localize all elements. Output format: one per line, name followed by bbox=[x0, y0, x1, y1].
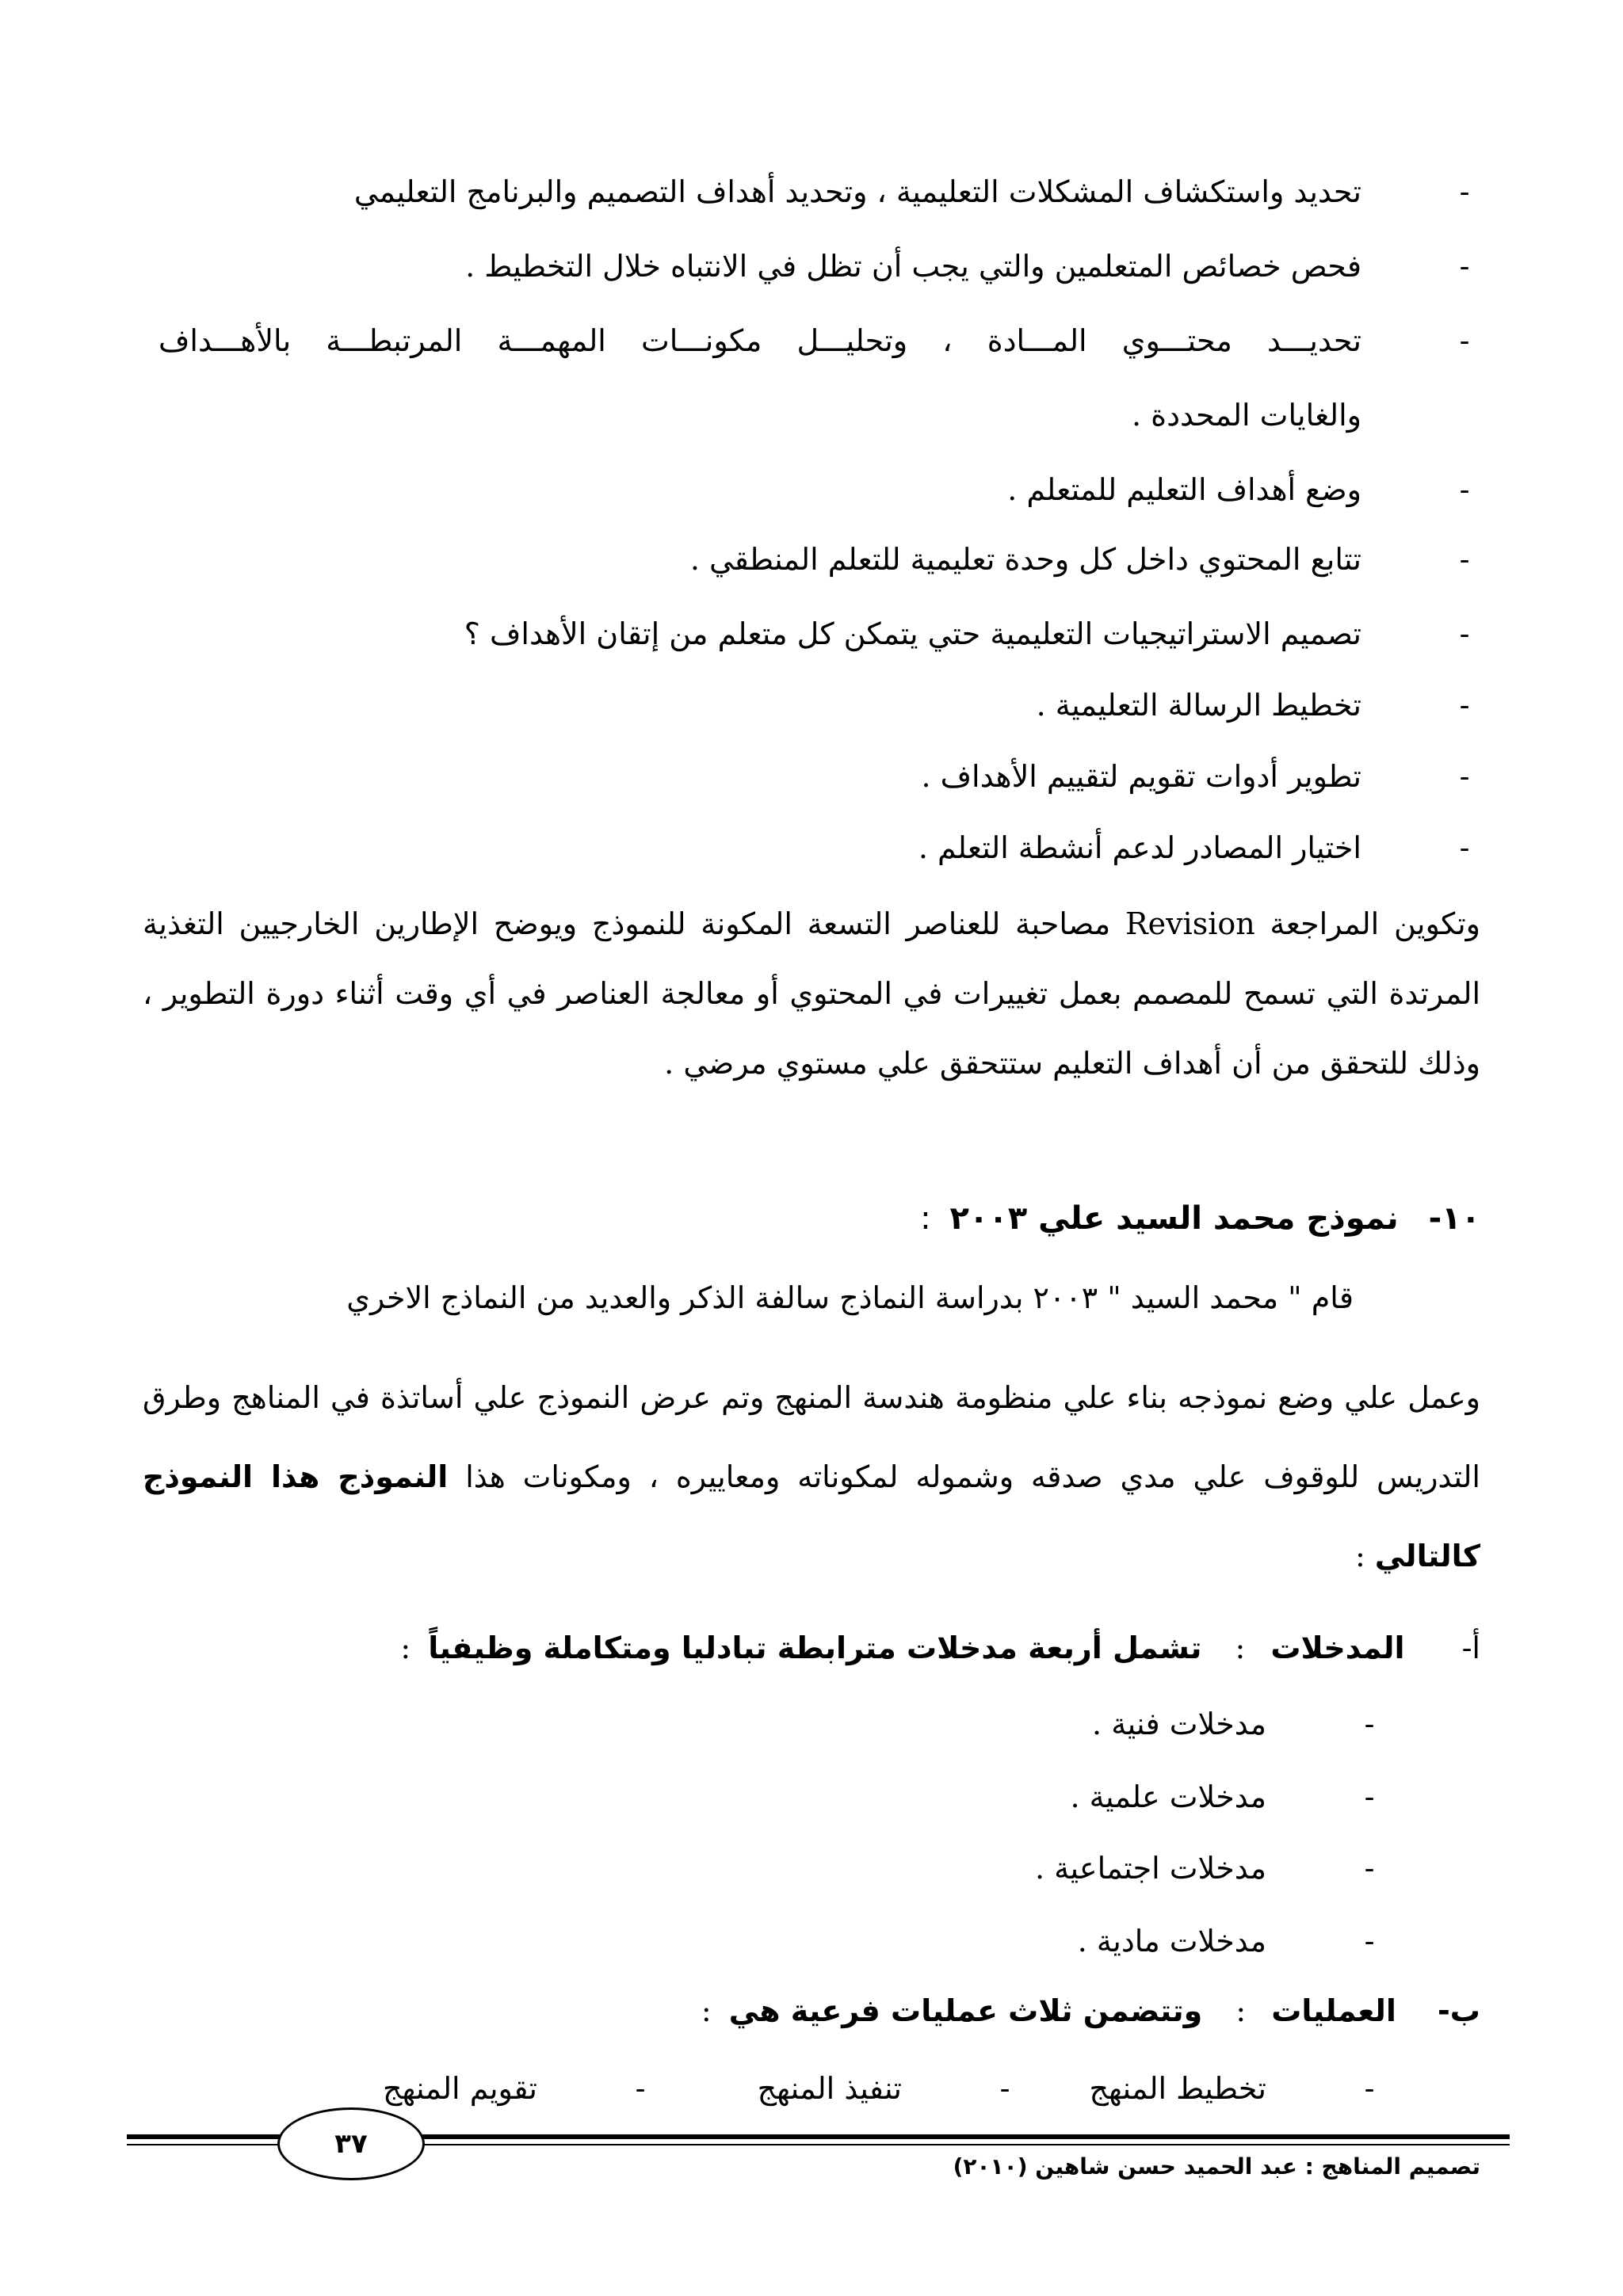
list-item-text: وضع أهداف التعليم للمتعلم . bbox=[1007, 472, 1361, 507]
bullet-dash: - bbox=[1459, 174, 1470, 209]
bullet-dash: - bbox=[1364, 1851, 1375, 1886]
inputs-sep: : bbox=[1235, 1630, 1246, 1665]
bullet-dash: - bbox=[1459, 688, 1470, 723]
list-item-text: تحديد واستكشاف المشكلات التعليمية ، وتحديد أهداف التصميم والبرنامج التعليمي bbox=[353, 174, 1361, 209]
list-item-text: تتابع المحتوي داخل كل وحدة تعليمية للتعلم المنطقي . bbox=[689, 542, 1361, 577]
processes-heading bbox=[701, 1989, 1480, 2033]
bullet-dash: - bbox=[999, 2071, 1010, 2106]
bullet-dash: - bbox=[1459, 830, 1470, 865]
process-item-text: تخطيط المنهج bbox=[1089, 2071, 1266, 2106]
bullet-dash: - bbox=[1364, 1707, 1375, 1741]
list-item-text: تطوير أدوات تقويم لتقييم الأهداف . bbox=[921, 759, 1361, 794]
paragraph-intro bbox=[143, 1276, 1354, 1320]
footer-citation: تصميم المناهج : عبد الحميد حسن شاهين (٢٠١٠) bbox=[953, 2153, 1480, 2180]
processes-end: : bbox=[701, 1993, 712, 2028]
processes-description: وتتضمن ثلاث عمليات فرعية هي bbox=[728, 1993, 1203, 2028]
bullet-dash: - bbox=[1459, 472, 1470, 507]
list-item-text: تصميم الاستراتيجيات التعليمية حتي يتمكن كل متعلم من إتقان الأهداف ؟ bbox=[464, 616, 1361, 651]
section-heading bbox=[920, 1196, 1480, 1241]
bullet-dash: - bbox=[1459, 323, 1470, 358]
page-number: ٣٧ bbox=[277, 2107, 425, 2180]
bullet-dash: - bbox=[1459, 249, 1470, 284]
inputs-label: أ- bbox=[1461, 1630, 1480, 1665]
process-item-text: تنفيذ المنهج bbox=[757, 2071, 902, 2106]
processes-label: ب- bbox=[1438, 1993, 1480, 2028]
bullet-dash: - bbox=[1364, 1779, 1375, 1814]
inputs-title: المدخلات bbox=[1270, 1630, 1405, 1665]
paragraph-intro-text: قام " محمد السيد " ٢٠٠٣ بدراسة النماذج سالفة الذكر والعديد من النماذج الاخري bbox=[346, 1280, 1354, 1315]
section-colon: : bbox=[920, 1200, 931, 1237]
list-item-text: مدخلات فنية . bbox=[1092, 1707, 1266, 1741]
inputs-end: : bbox=[400, 1630, 411, 1665]
list-item-text: مدخلات علمية . bbox=[1070, 1779, 1266, 1814]
paragraph: وتكوين المراجعة Revision مصاحبة للعناصر التسعة المكونة للنموذج ويوضح الإطارين الخارجيين التغذية المرتدة التي تسمح للمصمم بعمل تغييرات في المحتوي أو معالجة العناصر في أي وقت أثناء دورة التطوير ، وذلك للتحقق من أن أهداف التعليم ستتحقق علي مستوي مرضي . bbox=[143, 906, 1480, 1081]
paragraph-text: وعمل علي وضع نموذجه بناء علي منظومة هندسة المنهج وتم عرض النموذج علي أساتذة في المناهج وطرق التدريس للوقوف علي مدي صدقه وشموله لمكوناته ومعاييره ، ومكونات هذا bbox=[143, 1380, 1480, 1494]
section-title: نموذج محمد السيد علي ٢٠٠٣ bbox=[949, 1200, 1399, 1237]
processes-sep: : bbox=[1235, 1993, 1247, 2028]
list-item-text: مدخلات مادية . bbox=[1077, 1924, 1266, 1958]
bullet-dash: - bbox=[1364, 1924, 1375, 1958]
inputs-heading bbox=[400, 1626, 1480, 1670]
list-item-text: اختيار المصادر لدعم أنشطة التعلم . bbox=[918, 830, 1361, 865]
paragraph-end: : bbox=[1354, 1539, 1365, 1573]
bullet-dash: - bbox=[1459, 542, 1470, 577]
list-item-text: تخطيط الرسالة التعليمية . bbox=[1036, 688, 1361, 723]
bullet-dash: - bbox=[1364, 2071, 1375, 2106]
list-item-text: فحص خصائص المتعلمين والتي يجب أن تظل في الانتباه خلال التخطيط . bbox=[465, 249, 1361, 284]
bullet-dash: - bbox=[635, 2071, 646, 2106]
list-item-text: مدخلات اجتماعية . bbox=[1034, 1851, 1266, 1886]
process-item-text: تقويم المنهج bbox=[383, 2071, 537, 2106]
paragraph-bold-text: النموذج هذا النموذج كالتالي bbox=[143, 1459, 1480, 1573]
list-item-text: تحديـــد محتـــوي المـــادة ، وتحليـــل مكونـــات المهمـــة المرتبطـــة بالأهـــداف bbox=[158, 323, 1361, 358]
bullet-dash: - bbox=[1459, 616, 1470, 651]
processes-title: العمليات bbox=[1271, 1993, 1396, 2028]
list-item-text: والغايات المحددة . bbox=[1132, 398, 1361, 433]
section-number: ١٠- bbox=[1428, 1200, 1480, 1237]
paragraph bbox=[143, 1358, 1480, 1596]
bullet-dash: - bbox=[1459, 759, 1470, 794]
inputs-description: تشمل أربعة مدخلات مترابطة تبادليا ومتكاملة وظيفياً bbox=[428, 1630, 1202, 1665]
